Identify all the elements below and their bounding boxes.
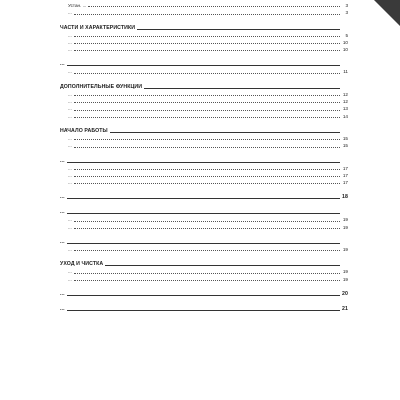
toc-heading-page-number: 18 [342,194,348,201]
toc-entry-page-number: 10 [342,47,348,53]
dot-leader [74,273,340,274]
toc-heading[interactable] [60,193,348,201]
toc-entry-page-number: 5 [345,32,348,38]
toc-entry[interactable] [60,98,348,105]
toc-heading-title: ... [60,209,65,216]
toc-heading-page-number: 20 [342,290,348,297]
toc-entry-title: ... [68,165,72,171]
dot-leader [74,50,340,51]
toc-entry-page-number: 19 [342,217,348,223]
dot-leader [74,139,340,140]
toc-section [60,2,348,17]
dot-leader [74,221,340,222]
toc-entry-page-number: 19 [342,224,348,230]
dot-leader [74,183,340,184]
toc-entry[interactable] [60,91,348,98]
toc-entry-page-number: 12 [342,99,348,105]
toc-entry-page-number: 12 [342,91,348,97]
toc-heading-title: УХОД И ЧИСТКА [60,261,104,268]
dot-leader [74,14,340,15]
toc-entry-page-number: 19 [342,247,348,253]
toc-heading-title: ... [60,194,65,201]
toc-heading[interactable] [60,208,348,216]
toc-entry-page-number: 10 [342,39,348,45]
toc-entry-title: ... [68,276,72,282]
dot-leader [74,169,340,170]
toc-entry-page-number: 15 [342,143,348,149]
toc-entry[interactable] [60,39,348,46]
toc-heading-title: ЧАСТИ И ХАРАКТЕРИСТИКИ [60,24,136,31]
toc-entry-title: ... [68,247,72,253]
toc-entry-page-number: 14 [342,113,348,119]
toc-entry-title: ... [68,39,72,45]
toc-heading[interactable] [60,260,348,268]
toc-entry-page-number: 17 [342,165,348,171]
toc-entry-title: ... [68,172,72,178]
toc-entry-page-number: 15 [342,135,348,141]
toc-heading[interactable] [60,127,348,135]
toc-entry[interactable] [60,246,348,253]
dot-leader [74,250,340,251]
dot-leader [74,117,340,118]
toc-entry-title: ... [68,69,72,75]
dot-leader [137,29,340,30]
toc-heading[interactable] [60,24,348,32]
dot-leader [74,95,340,96]
toc-section [60,208,348,231]
toc-entry-page-number: 3 [345,3,348,8]
dot-leader [74,110,340,111]
toc-heading[interactable] [60,238,348,246]
toc-entry[interactable] [60,135,348,142]
toc-entry[interactable] [60,142,348,149]
dot-leader [105,265,340,266]
dot-leader [67,162,340,163]
toc-entry-page-number: 3 [345,10,348,16]
toc-entry-title: ... [68,47,72,53]
toc-entry[interactable] [60,268,348,275]
toc-entry-page-number: 11 [343,69,348,75]
toc-section [60,305,348,313]
toc-section [60,290,348,298]
toc-entry-title: ... [68,224,72,230]
dot-leader [110,132,340,133]
dot-leader [74,176,340,177]
toc-heading[interactable] [60,83,348,91]
toc-entry-title: ... [68,106,72,112]
dot-leader [74,43,340,44]
toc-entry-title: ... [68,135,72,141]
dot-leader [74,147,340,148]
dot-leader [144,88,340,89]
dot-leader [67,65,340,66]
toc-heading-title: ... [60,61,65,68]
toc-entry-title: ... [68,113,72,119]
table-of-contents [60,2,348,313]
toc-heading-title: НАЧАЛО РАБОТЫ [60,127,108,134]
toc-section [60,24,348,54]
toc-entry-title: ... [68,99,72,105]
toc-heading[interactable] [60,157,348,165]
dot-leader [67,213,340,214]
dot-leader [67,243,340,244]
toc-entry[interactable] [60,172,348,179]
toc-section [60,127,348,150]
dot-leader [74,228,340,229]
toc-entry[interactable] [60,46,348,53]
dot-leader [74,102,340,103]
toc-entry[interactable] [60,2,348,9]
toc-entry[interactable] [60,9,348,16]
toc-entry-title: Устан. ... [68,3,87,8]
toc-entry-page-number: 13 [342,106,348,112]
toc-entry[interactable] [60,179,348,186]
toc-heading-page-number: 21 [342,305,348,312]
dot-leader [74,36,340,37]
dot-leader [74,73,340,74]
toc-entry-title: ... [68,143,72,149]
toc-heading[interactable] [60,290,348,298]
toc-entry[interactable] [60,68,348,75]
toc-heading-title: ДОПОЛНИТЕЛЬНЫЕ ФУНКЦИИ [60,83,143,90]
toc-heading-title: ... [60,305,65,312]
toc-section [60,260,348,283]
toc-entry-page-number: 19 [342,269,348,275]
toc-section [60,157,348,187]
toc-heading-title: ... [60,290,65,297]
dot-leader [88,6,340,7]
toc-entry[interactable] [60,165,348,172]
toc-entry-page-number: 17 [342,180,348,186]
toc-entry[interactable] [60,276,348,283]
toc-heading[interactable] [60,60,348,68]
toc-heading-title: ... [60,157,65,164]
toc-entry[interactable] [60,105,348,112]
toc-entry-title: ... [68,269,72,275]
toc-entry[interactable] [60,216,348,223]
toc-entry[interactable] [60,113,348,120]
dot-leader [67,310,340,311]
toc-entry-title: ... [68,91,72,97]
toc-entry[interactable] [60,224,348,231]
toc-entry[interactable] [60,32,348,39]
toc-entry-page-number: 17 [342,172,348,178]
toc-section [60,83,348,120]
toc-heading[interactable] [60,305,348,313]
toc-entry-title: ... [68,217,72,223]
toc-entry-title: ... [68,32,72,38]
toc-section [60,193,348,201]
dot-leader [67,295,340,296]
toc-entry-page-number: 19 [342,276,348,282]
toc-section [60,60,348,75]
toc-entry-title: ... [68,180,72,186]
dot-leader [67,198,340,199]
page-corner-tab [374,0,400,26]
toc-heading-title: ... [60,239,65,246]
toc-section [60,238,348,253]
dot-leader [74,280,340,281]
toc-entry-title: ... [68,10,72,16]
